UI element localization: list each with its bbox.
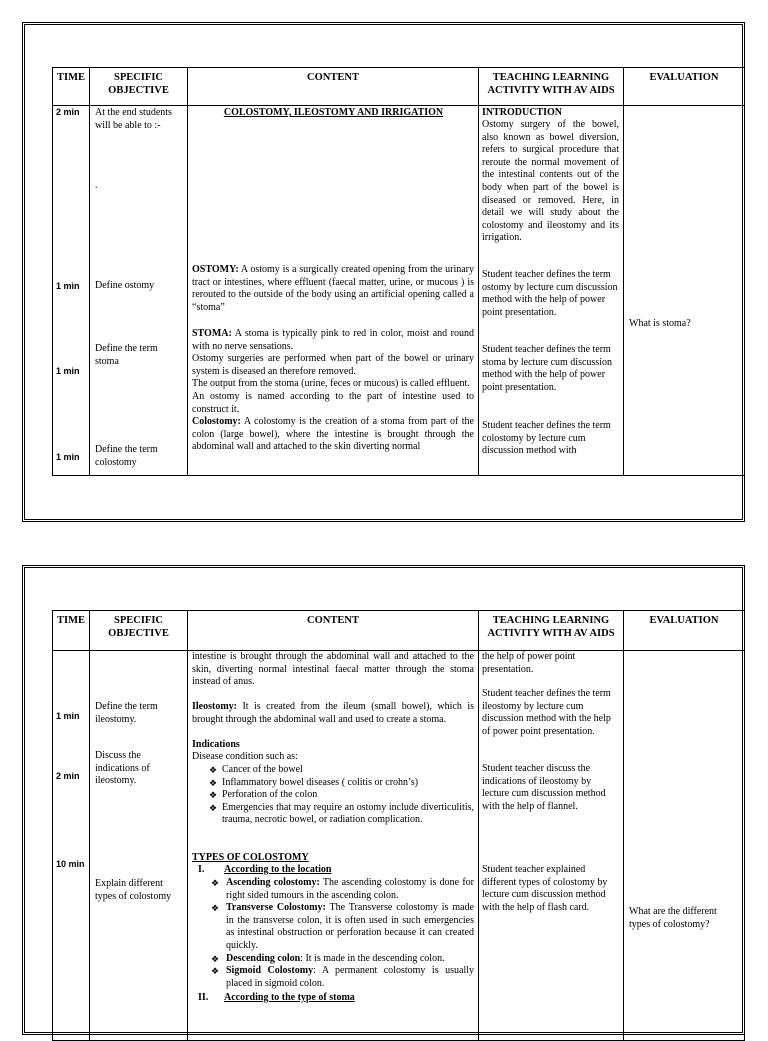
evaluation-question: What is stoma? — [629, 318, 691, 329]
evaluation-question: What are the different types of colostomy? — [629, 906, 717, 930]
activity-text: Student teacher defines the term colostomy by lecture cum discussion method with — [482, 420, 611, 457]
objective-define-colostomy: Define the term colostomy — [95, 444, 158, 468]
objective-define-ostomy: Define ostomy — [95, 280, 155, 291]
header-time: TIME — [53, 68, 90, 106]
ileostomy-definition: Ileostomy: It is created from the ileum (small bowel), which is brought through the abdominal wall and used to create a stoma. — [192, 701, 474, 725]
header-content: CONTENT — [188, 611, 479, 651]
table-header-row — [53, 611, 745, 651]
activity-text: Student teacher defines the term stoma by lecture cum discussion method with the help of power point presentation. — [482, 344, 612, 393]
header-time: TIME — [53, 611, 90, 651]
indications-title: Indications — [192, 739, 240, 750]
introduction-text: Ostomy surgery of the bowel, also known as bowel diversion, refers to surgical procedure that reroute the normal movement of the intestinal contents out of the body when part of the bowel is diseased or removed. Here, in detail we will study about the colostomy and ileostomy and its irrigation. — [482, 119, 619, 244]
list-item: ❖ Ascending colostomy: The ascending colostomy is done for right sided tumours in the ascending colon. — [208, 877, 474, 902]
ostomy-definition: OSTOMY: A ostomy is a surgically created opening from the urinary tract or intestines, where effluent (faecal matter, urine, or mucous ) is rerouted to the outside of the body using an artificial opening called a “stoma” — [192, 264, 474, 313]
list-item: ❖ Emergencies that may require an ostomy include diverticulitis, trauma, necrotic bowel, or radiation complication. — [192, 802, 474, 827]
document-page-1 — [22, 22, 745, 522]
list-item: ❖ Sigmoid Colostomy: A permanent colostomy is usually placed in sigmoid colon. — [208, 965, 474, 990]
table-body-row — [53, 106, 745, 476]
list-item: ❖ Transverse Colostomy: The Transverse colostomy is made in the transverse colon, it is often used in such emergencies as intestinal obstruction or perforation because it can created quickly. — [208, 902, 474, 952]
type-heading-location: I. According to the location — [198, 864, 332, 875]
objective-types: Explain different types of colostomy — [95, 878, 172, 902]
objective-indications: Discuss the indications of ileostomy. — [95, 750, 150, 787]
types-title: TYPES OF COLOSTOMY — [192, 852, 309, 863]
types-list — [208, 877, 474, 990]
list-item: ❖ Descending colon: It is made in the descending colon. — [208, 953, 474, 966]
content-title: COLOSTOMY, ILEOSTOMY AND IRRIGATION — [223, 107, 444, 118]
activity-text: the help of power point presentation. — [482, 651, 576, 675]
header-content: CONTENT — [188, 68, 479, 106]
content-paragraph: The output from the stoma (urine, feces or mucous) is called effluent. — [192, 378, 470, 390]
activity-text: Student teacher defines the term ostomy by lecture cum discussion method with the help of power point presentation. — [482, 269, 618, 318]
time-label: 1 min — [56, 366, 80, 376]
activity-text: Student teacher defines the term ileostomy by lecture cum discussion method with the help of power point presentation. — [482, 688, 611, 737]
introduction-title: INTRODUCTION — [482, 107, 563, 118]
table-header-row — [53, 68, 745, 106]
time-label: 1 min — [56, 281, 80, 291]
objective-define-ileostomy: Define the term ileostomy. — [95, 701, 158, 725]
header-evaluation: EVALUATION — [624, 611, 745, 651]
objective-intro: At the end students will be able to :- — [95, 107, 172, 131]
content-continuation: intestine is brought through the abdominal wall and attached to the skin, diverting normal intestinal faecal matter through the stoma instead of anus. — [192, 651, 474, 688]
list-item: ❖ Cancer of the bowel — [192, 764, 474, 777]
lesson-plan-table-1 — [52, 67, 745, 476]
header-activity: TEACHING LEARNING ACTIVITY WITH AV AIDS — [479, 611, 624, 651]
content-paragraph: An ostomy is named according to the part of intestine used to construct it. — [192, 390, 474, 415]
time-label: 2 min — [56, 771, 80, 781]
header-objective: SPECIFIC OBJECTIVE — [90, 611, 188, 651]
type-heading-stoma: II. According to the type of stoma — [198, 992, 355, 1003]
indications-intro: Disease condition such as: — [192, 751, 298, 762]
list-item: ❖ Inflammatory bowel diseases ( colitis or crohn’s) — [192, 777, 474, 790]
header-evaluation: EVALUATION — [624, 68, 745, 106]
header-objective: SPECIFIC OBJECTIVE — [90, 68, 188, 106]
objective-dot: . — [95, 180, 98, 191]
stoma-definition: STOMA: A stoma is typically pink to red in color, moist and round with no nerve sensations. Ostomy surgeries are performed when part of the bowel or urinary system is diseased an therefore removed. The output from the stoma (urine, feces or mucous) is called effluent. An ostomy is named according to the part of intestine used to construct it. Colostomy: A colostomy is the creation of a stoma from part of the colon (large bowel), where the intestine is brought through the abdominal wall and attached to the skin diverting normal — [192, 328, 474, 453]
objective-define-stoma: Define the term stoma — [95, 343, 158, 367]
colostomy-definition: Colostomy: A colostomy is the creation of a stoma from part of the colon (large bowel), where the intestine is brought through the abdominal wall and attached to the skin diverting normal — [192, 416, 474, 453]
time-label: 1 min — [56, 711, 80, 721]
time-label: 10 min — [56, 859, 85, 869]
table-body-row — [53, 651, 745, 1041]
content-paragraph: Ostomy surgeries are performed when part of the bowel or urinary system is diseased an therefore removed. — [192, 353, 474, 377]
activity-text: Student teacher explained different types of colostomy by lecture cum discussion method with the help of flash card. — [482, 864, 608, 913]
activity-text: Student teacher discuss the indications of ileostomy by lecture cum discussion method with the help of flannel. — [482, 763, 606, 812]
indications-list — [192, 764, 474, 827]
time-label: 1 min — [56, 452, 80, 462]
lesson-plan-table-2 — [52, 610, 745, 1041]
document-page-2 — [22, 565, 745, 1035]
header-activity: TEACHING LEARNING ACTIVITY WITH AV AIDS — [479, 68, 624, 106]
list-item: ❖ Perforation of the colon — [192, 789, 474, 802]
time-label: 2 min — [56, 107, 80, 117]
